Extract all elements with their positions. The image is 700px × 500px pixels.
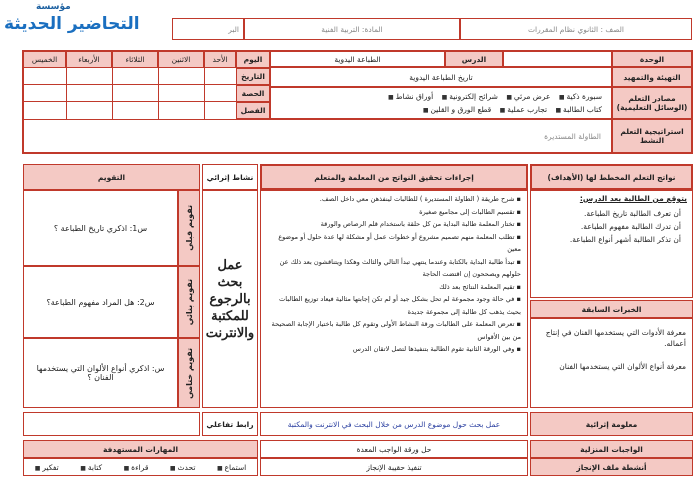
logo-main-text: التحاضير الحديثة bbox=[4, 14, 140, 34]
day-header: الاثنين bbox=[158, 51, 204, 68]
procedure-step: ▪ تختار المعلمة طالبة البداية من كل حلقة باستخدام قلم الرصاص والورقة bbox=[267, 218, 521, 231]
period-label: الحصة bbox=[236, 85, 270, 102]
skill-checkbox[interactable]: استماع ■ bbox=[217, 463, 246, 472]
procedure-step: ▪ وفي الورقة الثانية تقوم الطالبة بتنفيذها لتصل لاتقان الدرس bbox=[267, 343, 521, 356]
resource-item: سبورة ذكية ■ bbox=[559, 91, 602, 104]
skills-label: المهارات المستهدفة bbox=[23, 440, 258, 458]
program-text: البر bbox=[228, 24, 239, 34]
activity-header: نشاط إثرائي bbox=[202, 164, 258, 190]
resource-item: عرض مرئي ■ bbox=[506, 91, 550, 104]
procedure-step: ▪ تقيم المعلمة النتائج بعد ذلك bbox=[267, 281, 521, 294]
day-header: الأربعاء bbox=[66, 51, 112, 68]
homework-value: حل ورقة الواجب المعدة bbox=[260, 440, 528, 458]
intro-value: تاريخ الطباعة اليدوية bbox=[270, 67, 612, 87]
resource-item: قطع الورق و القلين ■ bbox=[423, 104, 491, 117]
prior-item: معرفة أنواع الألوان التي يستخدمها الفنان bbox=[559, 362, 686, 371]
resources-list bbox=[270, 87, 612, 119]
eval-type-pre: تقويم قبلي bbox=[178, 190, 200, 266]
subject-cell bbox=[244, 18, 460, 40]
prior-box bbox=[530, 318, 693, 408]
schedule-grid bbox=[23, 68, 236, 119]
outcomes-box bbox=[530, 190, 693, 298]
procedure-step: ▪ تبدأ طالبة البداية بالكتابة وعندما ينتهي تبدأ التالي والثالث وهكذا ويتناقشون بعد ذلك عن حلولهم ويصححون إن اقتضت الحاجة bbox=[267, 256, 521, 281]
outcomes-header: نواتج التعلم المخطط لها (الأهداف) bbox=[530, 164, 693, 190]
unit-label: الوحدة bbox=[612, 51, 692, 67]
interactive-link-label: رابط تفاعلي bbox=[202, 412, 258, 436]
procedure-step: ▪ تقسيم الطالبات إلى مجاميع صغيرة bbox=[267, 206, 521, 219]
outcomes-intro: يتوقع من الطالبة بعد الدرس: bbox=[579, 194, 687, 203]
procedures-box bbox=[260, 190, 528, 408]
day-header: الخميس bbox=[23, 51, 66, 68]
homework-label: الواجبات المنزلية bbox=[530, 440, 693, 458]
grade-text: الصف : الثانوي نظام المقررات bbox=[527, 24, 625, 34]
skill-checkbox[interactable]: تحدث ■ bbox=[170, 463, 196, 472]
strategy-label: استراتيجية التعلم النشط bbox=[612, 119, 692, 153]
logo-top-text: مؤسسة bbox=[36, 2, 71, 12]
evaluation-header: التقويم bbox=[23, 164, 200, 190]
portfolio-label: أنشطة ملف الإنجاز bbox=[530, 458, 693, 476]
skill-checkbox[interactable]: كتابة ■ bbox=[80, 463, 102, 472]
outcome-item: أن تذكر الطالبة أشهر أنواع الطباعة. bbox=[569, 235, 681, 244]
grade-cell bbox=[460, 18, 692, 40]
procedure-step: ▪ شرح طريقة ( الطاولة المستديرة ) للطالبات لينفذهن معي داخل الصف. bbox=[267, 193, 521, 206]
strategy-value: الطاولة المستديرة bbox=[23, 119, 612, 153]
activity-box: عمل بحث بالرجوع للمكتبة والانترنت bbox=[202, 190, 258, 408]
intro-label: التهيئة والتمهيد bbox=[612, 67, 692, 87]
enrichment-value: عمل بحث حول موضوع الدرس من خلال البحث في الانترنت والمكتبة bbox=[260, 412, 528, 436]
date-label: التاريخ bbox=[236, 68, 270, 85]
eval-question-pre: س1: اذكري تاريخ الطباعة ؟ bbox=[23, 190, 178, 266]
lesson-label: الدرس bbox=[445, 51, 503, 67]
lesson-value: الطباعة اليدوية bbox=[270, 51, 445, 67]
eval-question-formative: س2: هل المراد مفهوم الطباعة؟ bbox=[23, 266, 178, 338]
class-label: الفصل bbox=[236, 102, 270, 119]
day-header: الثلاثاء bbox=[112, 51, 158, 68]
day-label: اليوم bbox=[236, 51, 270, 68]
subject-text: المادة: التربية الفنية bbox=[321, 24, 383, 34]
prior-label: الخبرات السابقة bbox=[530, 300, 693, 318]
day-header: الأحد bbox=[204, 51, 236, 68]
portfolio-value: تنفيذ حقيبة الإنجاز bbox=[260, 458, 528, 476]
interactive-link-value[interactable] bbox=[23, 412, 200, 436]
eval-type-formative: تقويم بنائي bbox=[178, 266, 200, 338]
procedures-header: إجراءات تحقيق النواتج من المعلمة والمتعلم bbox=[260, 164, 528, 190]
skill-checkbox[interactable]: تفكير ■ bbox=[35, 463, 59, 472]
resource-item: تجارب عملية ■ bbox=[500, 104, 547, 117]
skills-list bbox=[23, 458, 258, 476]
skill-checkbox[interactable]: قراءة ■ bbox=[124, 463, 149, 472]
unit-value bbox=[503, 51, 612, 67]
procedure-step: ▪ تطلب المعلمة منهم تصميم مشروع أو خطوات عمل أو مشكلة لها عدة حلول أو موضوع معين bbox=[267, 231, 521, 256]
outcome-item: أن تعرف الطالبة تاريخ الطباعة. bbox=[584, 209, 681, 218]
outcome-item: أن تدرك الطالبة مفهوم الطباعة. bbox=[580, 222, 681, 231]
resource-item: أوراق نشاط ■ bbox=[388, 91, 433, 104]
resources-label: مصادر التعلم (الوسائل التعليمية) bbox=[612, 87, 692, 119]
eval-question-final: س: اذكري أنواع الألوان التي يستخدمها الفنان ؟ bbox=[23, 338, 178, 408]
prior-item: معرفة الأدوات التي يستخدمها الفنان في إنتاج أعماله. bbox=[545, 328, 686, 348]
program-cell bbox=[172, 18, 244, 40]
resource-item: كتاب الطالبة ■ bbox=[555, 104, 602, 117]
procedure-step: ▪ في حالة وجود مجموعة لم تحل بشكل جيد أو لم تكن إجابتها مثالية فيعاد توزيع الطالبات بحيث يذهب كل طالبة إلى مجموعة جديدة bbox=[267, 293, 521, 318]
procedure-step: ▪ تعرض المعلمة على الطالبات ورقة النشاط الأولى وتقوم كل طالبة باختيار الإجابة الصحيحة من بين الأقواس bbox=[267, 318, 521, 343]
resource-item: شرائح إلكترونية ■ bbox=[442, 91, 498, 104]
eval-type-final: تقويم ختامي bbox=[178, 338, 200, 408]
logo bbox=[0, 0, 170, 44]
enrichment-label: معلومة إثرائية bbox=[530, 412, 693, 436]
